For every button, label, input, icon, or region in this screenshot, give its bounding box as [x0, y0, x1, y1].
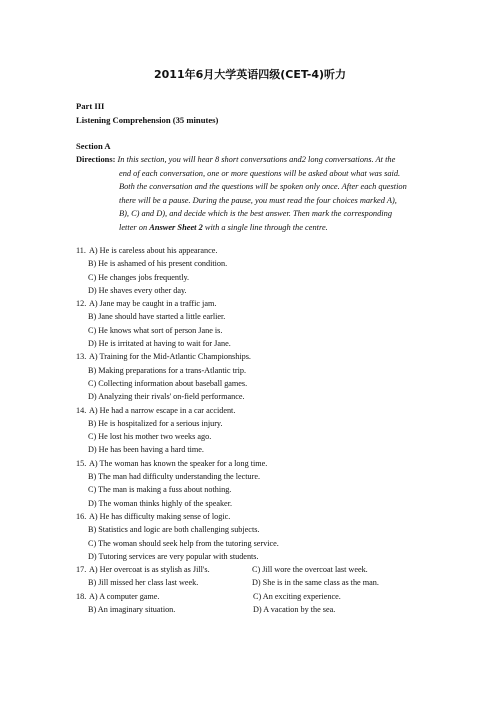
question-18-row2	[76, 603, 426, 616]
option: A) He is careless about his appearance.	[89, 246, 218, 255]
directions-line: end of each conversation, one or more questions will be asked about what was said.	[119, 168, 401, 178]
option: B) Jill missed her class last week.	[88, 578, 199, 588]
question-17: 17. A) Her overcoat is as stylish as Jill's. C) Jill wore the overcoat last week.	[76, 563, 426, 576]
part-title: Listening Comprehension (35 minutes)	[76, 115, 219, 125]
option: A) Her overcoat is as stylish as Jill's.	[89, 565, 210, 575]
option: D) Tutoring services are very popular with students.	[88, 551, 259, 561]
directions-line: there will be a pause. During the pause, you must read the four choices marked A),	[119, 195, 397, 205]
option: A) The woman has known the speaker for a long time.	[89, 458, 268, 468]
option: C) He knows what sort of person Jane is.	[88, 325, 223, 335]
option: C) The man is making a fuss about nothing.	[88, 485, 232, 495]
option: B) Statistics and logic are both challenging subjects.	[88, 525, 260, 535]
directions-line: In this section, you will hear 8 short conversations and2 long conversations. At the	[117, 155, 396, 164]
question-17-row2	[76, 576, 426, 589]
option: D) He shaves every other day.	[88, 285, 187, 295]
option: A) He has difficulty making sense of logic.	[89, 511, 231, 521]
option: D) The woman thinks highly of the speaker.	[88, 498, 233, 508]
option: A) Jane may be caught in a traffic jam.	[89, 299, 217, 309]
questions-list	[76, 244, 426, 616]
directions-prefix: letter on	[119, 222, 150, 232]
directions-label: Directions:	[76, 155, 116, 164]
page-title: 2011年6月大学英语四级(CET-4)听力	[153, 68, 347, 81]
option: A) Training for the Mid-Atlantic Championships.	[89, 352, 251, 362]
question-18: 18. A) A computer game. C) An exciting experience.	[76, 590, 426, 603]
question-11: 11. A) He is careless about his appearance.	[76, 246, 218, 255]
option: C) He changes jobs frequently.	[88, 272, 190, 282]
directions-block	[76, 153, 422, 235]
option: C) Collecting information about baseball games.	[88, 378, 248, 388]
option: D) He is irritated at having to wait for Jane.	[88, 339, 231, 349]
option: B) He is hospitalized for a serious injury.	[88, 418, 223, 428]
option: C) He lost his mother two weeks ago.	[88, 432, 212, 442]
option: B) An imaginary situation.	[88, 605, 176, 615]
option: B) He is ashamed of his present condition.	[88, 259, 228, 269]
option: B) Jane should have started a little earlier.	[88, 312, 226, 322]
directions-line: Both the conversation and the questions will be spoken only once. After each question	[119, 182, 407, 192]
question-16: 16. A) He has difficulty making sense of logic.	[76, 511, 231, 521]
question-15: 15. A) The woman has known the speaker for a long time.	[76, 458, 268, 468]
option: C) An exciting experience.	[253, 591, 341, 601]
part-heading: Part III	[76, 101, 105, 111]
directions-line: B), C) and D), and decide which is the best answer. Then mark the corresponding	[119, 209, 393, 219]
option: D) A vacation by the sea.	[253, 605, 336, 615]
option: A) He had a narrow escape in a car accident.	[89, 405, 236, 415]
option: B) Making preparations for a trans-Atlantic trip.	[88, 365, 247, 375]
question-14: 14. A) He had a narrow escape in a car accident.	[76, 405, 236, 415]
question-12: 12. A) Jane may be caught in a traffic jam.	[76, 299, 217, 309]
option: C) Jill wore the overcoat last week.	[252, 565, 368, 575]
option: D) Analyzing their rivals' on-field performance.	[88, 392, 245, 402]
option: D) She is in the same class as the man.	[252, 578, 379, 588]
answer-sheet-ref: Answer Sheet 2	[149, 222, 203, 232]
section-heading: Section A	[76, 141, 111, 151]
option: C) The woman should seek help from the tutoring service.	[88, 538, 279, 548]
directions-suffix: with a single line through the centre.	[202, 222, 328, 232]
option: D) He has been having a hard time.	[88, 445, 204, 455]
question-13: 13. A) Training for the Mid-Atlantic Championships.	[76, 352, 251, 362]
directions-line	[76, 221, 422, 235]
option: A) A computer game.	[89, 591, 160, 601]
option: B) The man had difficulty understanding the lecture.	[88, 472, 261, 482]
